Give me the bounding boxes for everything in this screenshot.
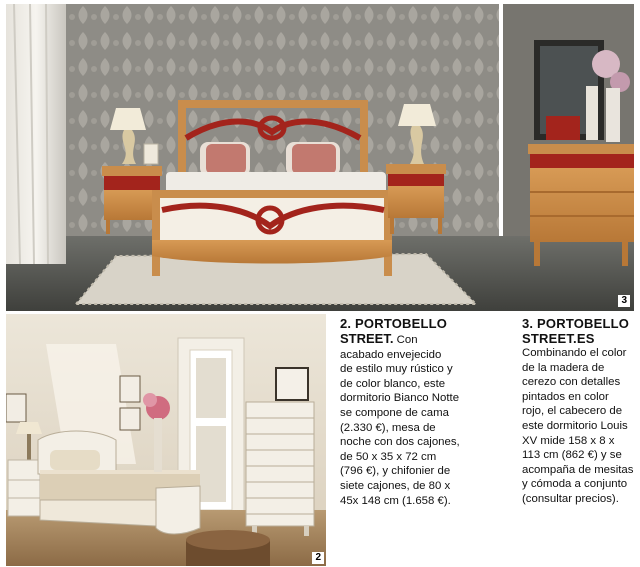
caption-2-first-line: STREET. Con: [340, 331, 418, 346]
caption-3-line: de la madera de: [522, 361, 605, 374]
caption-2-line: dormitorio Bianco Notte: [340, 392, 460, 405]
caption-3-line: pintados en color: [522, 390, 609, 403]
caption-3-heading-line-1: 3. PORTOBELLO: [522, 316, 630, 331]
caption-2-line-lead: Con: [393, 334, 418, 346]
bedroom-photo-louis-xv: [6, 4, 634, 311]
caption-3-line: Combinando el color: [522, 347, 627, 359]
caption-3-body: [522, 346, 636, 507]
caption-2-line: se compone de cama: [340, 406, 449, 419]
caption-3-heading-line-2: STREET.ES: [522, 331, 595, 346]
bedroom-illustration-bottom: [6, 314, 326, 566]
bedroom-photo-bianco-notte: [6, 314, 326, 566]
caption-2-line: de color blanco, este: [340, 377, 446, 390]
caption-2-line: noche con dos cajones,: [340, 436, 460, 449]
photo-number-2: 2: [312, 552, 324, 564]
caption-3-line: cerezo con detalles: [522, 376, 621, 389]
photo-number-3: 3: [618, 295, 630, 307]
caption-2-line: 45x 148 cm (1.658 €).: [340, 494, 451, 507]
caption-3-line: acompaña de mesitas: [522, 463, 634, 476]
bedroom-illustration-top: [6, 4, 634, 311]
caption-portobello-street-es: [522, 316, 636, 507]
caption-2-line: siete cajones, de 80 x: [340, 479, 451, 492]
caption-2-line: (796 €), y chifonier de: [340, 465, 451, 478]
caption-2-line: acabado envejecido: [340, 348, 442, 361]
caption-3-line: XV mide 158 x 8 x: [522, 434, 615, 447]
caption-2-body: [340, 348, 510, 509]
caption-2-line: de 50 x 35 x 72 cm: [340, 450, 437, 463]
caption-2-heading: 2. PORTOBELLO: [340, 316, 448, 331]
caption-portobello-street: [340, 316, 510, 508]
caption-2-line: (2.330 €), mesa de: [340, 421, 436, 434]
caption-3-line: (consultar precios).: [522, 492, 619, 505]
caption-3-line: y cómoda a conjunto: [522, 478, 628, 491]
caption-2-line: de estilo muy rústico y: [340, 363, 453, 376]
caption-3-line: rojo, el cabecero de: [522, 405, 623, 418]
caption-3-line: este dormitorio Louis: [522, 419, 628, 432]
caption-3-line: 113 cm (862 €) y se: [522, 449, 622, 462]
